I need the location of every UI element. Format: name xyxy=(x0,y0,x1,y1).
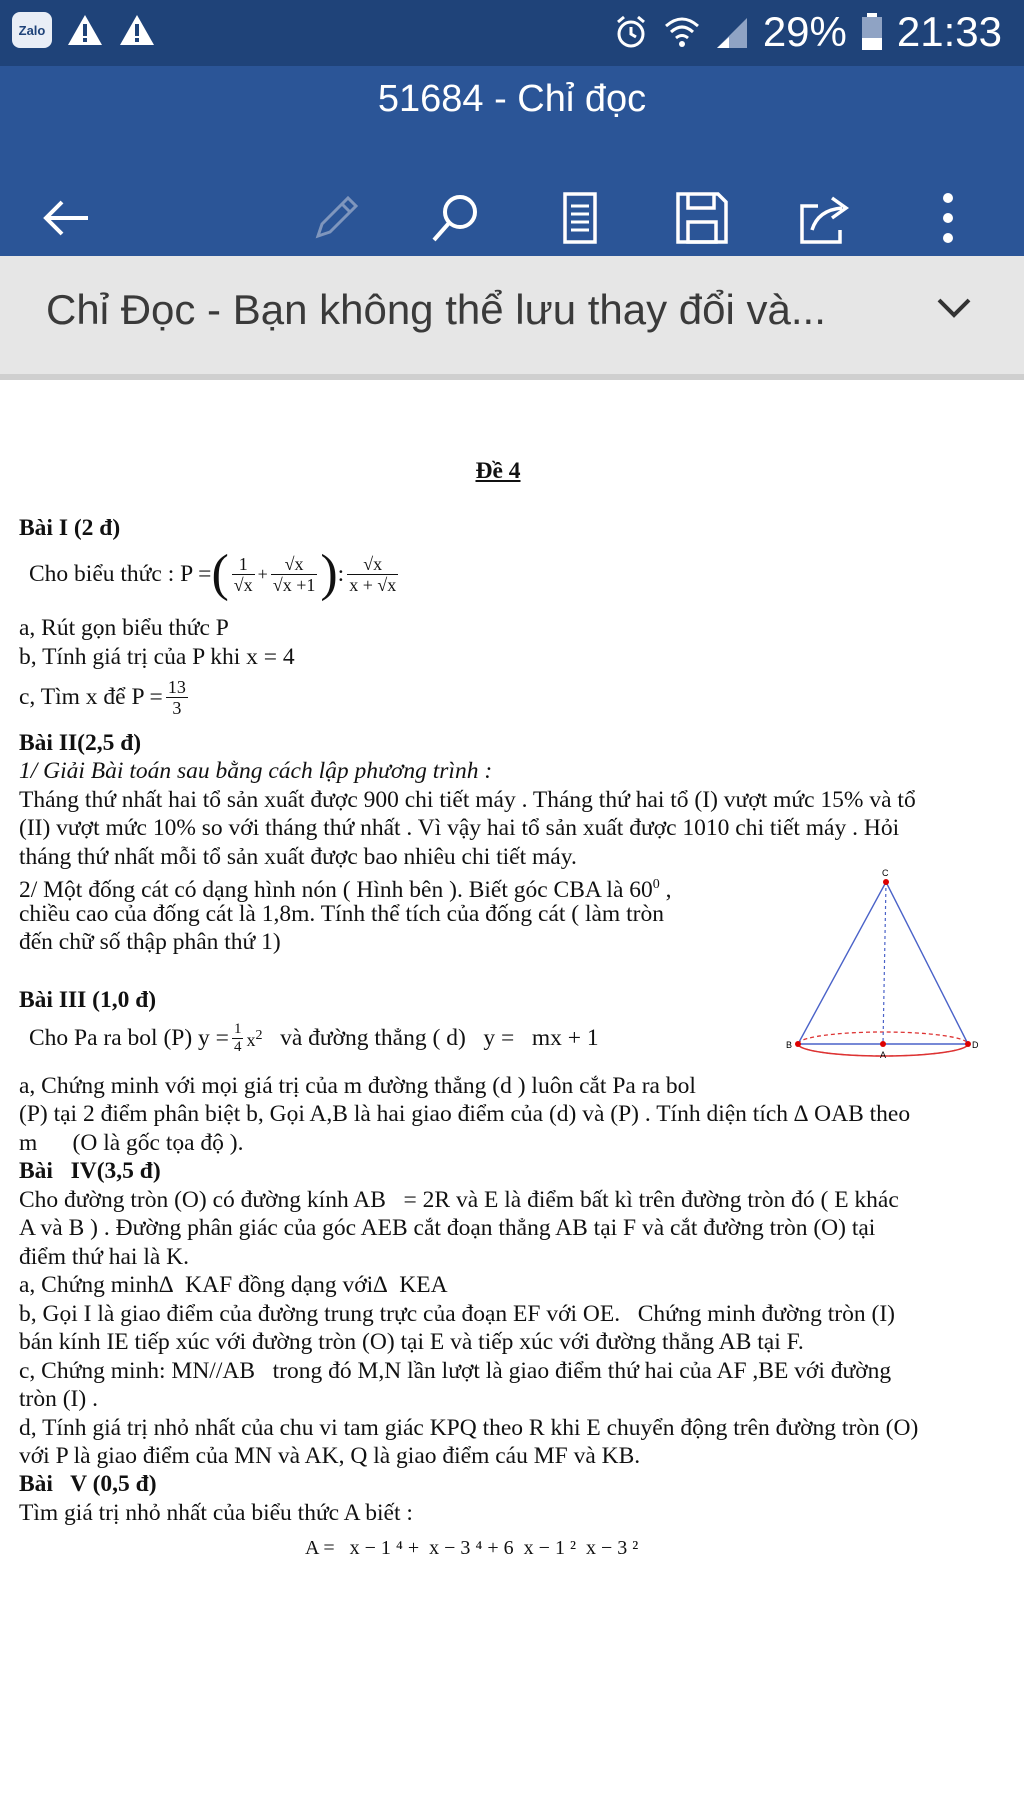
paragraph-line: tháng thứ nhất mỗi tổ sản xuất được bao nhiêu chi tiết máy. xyxy=(19,844,577,870)
question-4c: c, Chứng minh: MN//AB trong đó M,N lần lượt là giao điểm thứ hai của AF ,BE với đường xyxy=(19,1358,892,1384)
paragraph-line: (P) tại 2 điểm phân biệt b, Gọi A,B là hai giao điểm của (d) và (P) . Tính diện tích ∆ OAB theo xyxy=(19,1101,911,1127)
reading-view-icon[interactable] xyxy=(548,186,612,250)
more-icon[interactable] xyxy=(916,186,980,250)
pencil-icon[interactable] xyxy=(304,186,368,250)
expression-intro: Cho biểu thức : P = xyxy=(29,560,212,587)
banner-text: Chỉ Đọc - Bạn không thể lưu thay đổi và... xyxy=(46,286,826,333)
toolbar xyxy=(0,186,1024,250)
question-4b: b, Gọi I là giao điểm của đường trung trực của đoạn EF với OE. Chứng minh đường tròn (I) xyxy=(19,1301,895,1327)
search-icon[interactable] xyxy=(424,186,488,250)
question-2-1-heading: 1/ Giải Bài toán sau bằng cách lập phương trình : xyxy=(19,758,493,784)
formula-a: A = x − 1 ⁴ + x − 3 ⁴ + 6 x − 1 ² x − 3 ² xyxy=(305,1537,639,1559)
status-bar xyxy=(0,0,1024,66)
document-title: 51684 - Chỉ đọc xyxy=(377,78,647,120)
question-4d: d, Tính giá trị nhỏ nhất của chu vi tam giác KPQ theo R khi E chuyển động trên đường tròn (O) xyxy=(19,1415,919,1441)
section-title-4: Bài IV(3,5 đ) xyxy=(19,1158,161,1184)
section-title-2: Bài II(2,5 đ) xyxy=(19,730,142,756)
alarm-icon xyxy=(613,14,649,50)
back-icon[interactable] xyxy=(34,186,98,250)
cone-figure xyxy=(780,864,980,1064)
document-page xyxy=(0,394,1024,1820)
paragraph-line: A và B ) . Đường phân giác của góc AEB cắt đoạn thẳng AB tại F và cắt đường tròn (O) tại xyxy=(19,1215,876,1241)
question-1c-text: c, Tìm x để P = xyxy=(19,683,163,710)
share-icon[interactable] xyxy=(792,186,856,250)
cone-label-b: B xyxy=(786,1040,793,1050)
paragraph-line: (II) vượt mức 10% so với tháng thứ nhất . Vì vậy hai tổ sản xuất được 1010 chi tiết máy . Hỏi xyxy=(19,815,900,841)
question-1a: a, Rút gọn biểu thức P xyxy=(19,615,229,641)
paragraph-line: với P là giao điểm của MN và AK, Q là giao điểm cáu MF và KB. xyxy=(19,1443,641,1469)
warning-icon xyxy=(66,13,104,47)
paragraph-line: Tháng thứ nhất hai tổ sản xuất được 900 chi tiết máy . Tháng thứ hai tổ (I) vượt mức 15% và tổ xyxy=(19,787,916,813)
parabola-statement: Cho Pa ra bol (P) y = $\frac{1}{4}$ $x^2$ và đường thẳng ( d) y = mx + 1 xyxy=(29,1020,599,1055)
paragraph-line: điểm thứ hai là K. xyxy=(19,1244,190,1270)
expression-p: Cho biểu thức : P = ( $\frac{1}{√x}$ + $\frac{√x}{√x +1}$ ) : $\frac{√x}{x + √x}$ xyxy=(29,545,397,602)
battery-icon xyxy=(861,13,883,51)
zalo-icon: Zalo xyxy=(12,12,52,48)
chevron-down-icon[interactable] xyxy=(936,296,972,320)
warning-icon xyxy=(118,13,156,47)
wifi-icon xyxy=(663,14,701,50)
question-5: Tìm giá trị nhỏ nhất của biểu thức A biết : xyxy=(19,1500,413,1526)
app-bar xyxy=(0,66,1024,256)
paragraph-line: chiều cao của đống cát là 1,8m. Tính thể tích của đống cát ( làm tròn xyxy=(19,901,664,927)
read-only-banner[interactable] xyxy=(0,256,1024,380)
clock: 21:33 xyxy=(896,8,1002,55)
signal-icon xyxy=(715,14,749,50)
section-title-3: Bài III (1,0 đ) xyxy=(19,987,157,1013)
question-4a: a, Chứng minh∆ KAF đồng dạng với∆ KEA xyxy=(19,1272,448,1298)
cone-label-a: A xyxy=(880,1050,887,1060)
question-2-2: 2/ Một đống cát có dạng hình nón ( Hình bên ). Biết góc CBA là $60^0$ , xyxy=(19,876,672,903)
paragraph-line: tròn (I) . xyxy=(19,1386,98,1412)
save-icon[interactable] xyxy=(670,186,734,250)
section-title-1: Bài I (2 đ) xyxy=(19,515,121,541)
paragraph-line: Cho đường tròn (O) có đường kính AB = 2R và E là điểm bất kì trên đường tròn đó ( E khác xyxy=(19,1187,899,1213)
paragraph-line: m (O là gốc tọa độ ). xyxy=(19,1130,244,1156)
paragraph-line: bán kính IE tiếp xúc với đường tròn (O) tại E và tiếp xúc với đường thẳng AB tại F. xyxy=(19,1329,804,1355)
section-title-5: Bài V (0,5 đ) xyxy=(19,1471,157,1497)
paragraph-line: đến chữ số thập phân thứ 1) xyxy=(19,929,281,955)
question-1c xyxy=(19,674,191,720)
question-1b: b, Tính giá trị của P khi x = 4 xyxy=(19,644,295,670)
cone-label-c: C xyxy=(882,868,889,878)
paragraph-line: a, Chứng minh với mọi giá trị của m đường thẳng (d ) luôn cắt Pa ra bol xyxy=(19,1073,696,1099)
fraction-denominator: 3 xyxy=(172,697,182,718)
battery-percent: 29% xyxy=(762,8,847,55)
exam-heading: Đề 4 xyxy=(475,458,521,484)
cone-label-d: D xyxy=(972,1040,979,1050)
fraction-numerator: 13 xyxy=(167,676,186,697)
